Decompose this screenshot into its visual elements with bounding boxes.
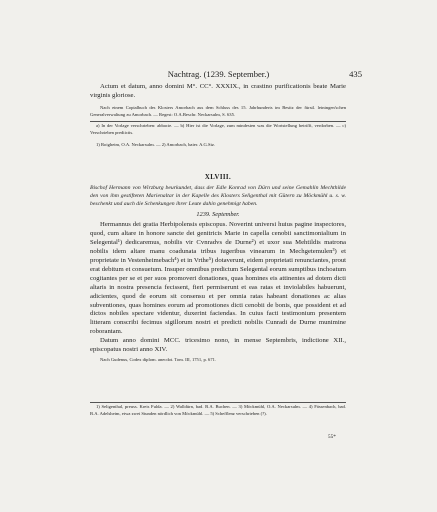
top-footnote-a: a) In der Vorlage verschrieben: abbacie. — b) Hier ist die Vorlage, zum mindesten was die Wortstellung betrifft, verdorben. — c) Verschrieben prediictis. — [90, 123, 346, 135]
document-footnote-1: 1) Seligenthal, preuss. Kreis Fulda. — 2) Walldürn, bad. B.A. Buchen. — 3) Möckmühl, O.A. Neckarsulm. — 4) Fässenbach, bad. B.A. Adelsheim, etwa zwei Stunden nördlich von Möckmühl. — 5) Schefflenz verschrieben (?). — [90, 404, 346, 416]
document-number: XLVIII. — [204, 174, 232, 181]
running-header — [0, 68, 437, 80]
top-source-note: Nach einem Copialbuch des Klosters Amorbach aus dem Schluss des 15. Jahrhunderts im Besitz der fürstl. leiningen'schen Generalverwaltung zu Amorbach. — Regest: O.A.Beschr. Neckarsulm, S. 635. — [90, 104, 346, 117]
top-footnote-1: 1) Roigheim, O.A. Neckarsulm. — 2) Amorbach, baier. A.G.Stz. — [96, 141, 216, 147]
running-title: Nachtrag. (1239. September.) — [167, 69, 270, 79]
top-footnotes — [90, 123, 346, 148]
top-section — [90, 83, 346, 118]
signature-mark: 55* — [328, 434, 336, 440]
footnote-divider-top — [90, 121, 346, 122]
document-regest: Bischof Hermann von Wirzburg beurkundet, dass der Edle Konrad von Dürn und seine Gemahlin Mechthilde den von ihm gestifteten Marienaltar in der Kapelle des Klosters Seligenthal mit Gütern zu Möckmühl u. s. w. beschenkt und auch die Schenkungen ihrer Leute dahin genehmigt haben. — [90, 185, 346, 207]
document-section — [90, 174, 346, 364]
datum-paragraph: Datum anno domini MCC. tricesimo nono, in mense Septembris, indictione XII., episcopatus nostri anno XIV. — [90, 337, 346, 354]
document-date: 1239. September. — [196, 211, 240, 219]
page-number: 435 — [349, 69, 362, 79]
closing-text: Actum et datum, anno domini M°. CC°. XXXIX., in crastino purificationis beate Marie virginis gloriose. — [90, 83, 346, 99]
document-source-note: Nach Gudenus, Codex diplom. anecdot. Tom. III, 1751, p. 671. — [100, 356, 217, 362]
footnote-divider-bottom — [90, 402, 346, 403]
document-text: Hermannus dei gratia Herbipolensis episcopus. Noverint universi huius pagine inspectores, quod, cum altare in honore sancte dei genitricis Marie in capella cenobii sanctimonialium in Selegental¹) dedicaremus, nobilis vir Cvnradvs de Durne²) et uxor sua Mehtildis matrona nobilis idem altare manu coadunata tribus iugeribus vinearum in Mechgetemulen³) et proprietate in Vestenheimebach⁴) et in Vrthe⁵) dotaverunt, eidem proprietati renunciantes, prout erat debitum et consuetum. Insuper omnibus predictum Selegental eorum sumptibus inchoatum cogitantes per se et per suos promoveri donationes, quas homines eis attinentes ad dotem dicti altaris in nostra presencia fecissent, fieri permiserunt et eas ratas et inviolabiles habuerunt, adicientes, quod de eorum sit consensu et per omnia ratas habeant donationes ac alias subventiones, quas homines eorum ad promotiones dicti cenobii de bonis, que possident et ad dictos nobiles spectare videntur, duxerint faciendas. In cuius facti testimonium presentem litteram conscribi fecimus sigillorum nostri et predicti nobilis Cunradi de Durne munimine roborantam. — [90, 221, 346, 336]
document-footnotes — [90, 404, 346, 418]
